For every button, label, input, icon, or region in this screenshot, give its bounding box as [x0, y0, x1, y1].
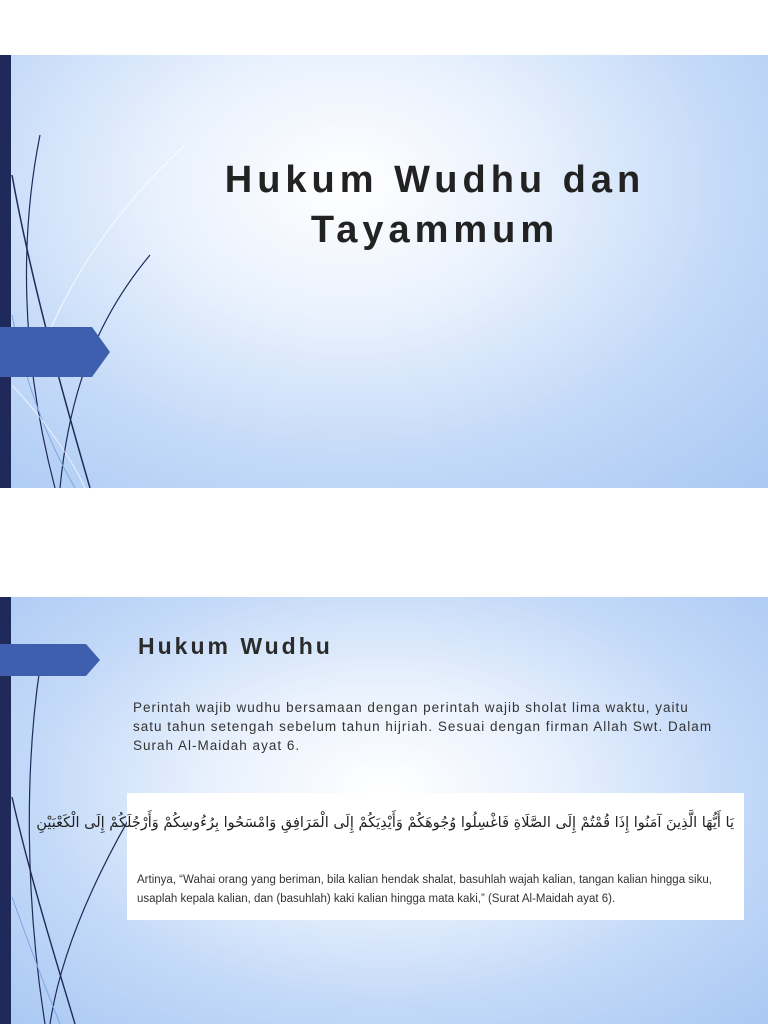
title-line-1: Hukum Wudhu dan	[224, 159, 646, 201]
content-slide	[0, 597, 768, 1024]
arabic-verse-text: يَا أَيُّهَا الَّذِينَ آمَنُوا إِذَا قُمْتُمْ إِلَى الصَّلَاةِ فَاغْسِلُوا وُجُوهَكُمْ وَأَيْدِيَكُمْ إِلَى الْمَرَافِقِ وَامْسَحُوا بِرُءُوسِكُمْ وَأَرْجُلَكُمْ إِلَى الْكَعْبَيْنِ	[36, 815, 734, 831]
verse-image-box	[36, 793, 744, 920]
decorative-curves	[0, 55, 200, 488]
slide-heading: Hukum Wudhu	[138, 633, 333, 659]
presentation-title	[180, 155, 690, 255]
arrow-tab-shape	[0, 644, 102, 676]
arrow-tab-shape	[0, 327, 112, 377]
slide-paragraph: Perintah wajib wudhu bersamaan dengan perintah wajib sholat lima waktu, yaitu satu tahun setengah sebelum tahun hijriah. Sesuai dengan firman Allah Swt. Dalam Surah Al-Maidah ayat 6.	[133, 700, 713, 753]
title-slide	[0, 55, 768, 488]
title-line-2: Tayammum	[310, 209, 560, 251]
verse-translation: Artinya, “Wahai orang yang beriman, bila kalian hendak shalat, basuhlah wajah kalian, tangan kalian hingga siku, usaplah kepala kalian, dan (basuhlah) kaki kalian hingga mata kaki,” (Surat Al-Maidah ayat 6).	[137, 874, 712, 905]
